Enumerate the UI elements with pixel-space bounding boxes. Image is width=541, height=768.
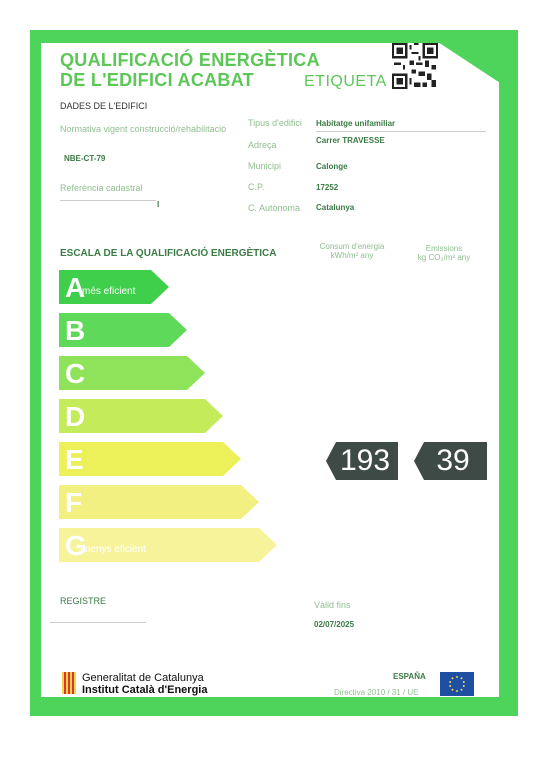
- emissions-label-line-2: kg CO₂/m² any: [417, 253, 471, 262]
- region-label: C. Autònoma: [248, 203, 301, 213]
- rating-bar-fill: [59, 485, 259, 519]
- title-line-2: DE L'EDIFICI ACABAT: [60, 70, 254, 90]
- rating-bar-c: [59, 356, 205, 390]
- rating-bar-e: [59, 442, 241, 476]
- cadastral-ref-line: [60, 200, 156, 201]
- municipality-value: Calonge: [316, 162, 348, 171]
- generalitat-logo-icon: [62, 672, 76, 694]
- rating-sublabel: més eficient: [82, 286, 136, 297]
- building-type-value: Habitatge unifamiliar: [316, 119, 396, 128]
- registry-line: [50, 622, 146, 623]
- rating-bar-f: [59, 485, 259, 519]
- rating-bar-fill: [59, 442, 241, 476]
- emissions-value: 39: [436, 444, 470, 477]
- municipality-label: Municipi: [248, 161, 282, 171]
- rating-bar-shape: [59, 485, 259, 519]
- building-type-label: Tipus d'edifici: [248, 118, 302, 128]
- institute-name: Institut Català d'Energia: [82, 684, 208, 696]
- etiqueta-label: ETIQUETA: [304, 73, 387, 90]
- cadastral-ref-value: I: [157, 200, 160, 209]
- rating-letter: C: [65, 358, 86, 389]
- normativa-label: Normativa vigent construcció/rehabilitació: [60, 124, 227, 134]
- address-label: Adreça: [248, 140, 277, 150]
- region-value: Catalunya: [316, 203, 355, 212]
- consumption-value: 193: [339, 444, 391, 477]
- rating-bar-d: [59, 399, 223, 433]
- consumption-label-line-2: kWh/m² any: [330, 251, 374, 260]
- scale-title: ESCALA DE LA QUALIFICACIÓ ENERGÈTICA: [60, 248, 277, 259]
- generalitat-name: Generalitat de Catalunya: [82, 672, 204, 684]
- postal-code-label: C.P.: [248, 182, 265, 192]
- building-type-line: [316, 131, 486, 132]
- rating-letter: E: [65, 444, 84, 475]
- consumption-label-line-1: Consum d'energia: [319, 242, 385, 251]
- rating-bar-a: [59, 270, 169, 304]
- valid-until-date: 02/07/2025: [314, 620, 355, 629]
- emissions-badge: [414, 442, 487, 480]
- consumption-badge: [326, 442, 398, 480]
- rating-letter: F: [65, 487, 83, 518]
- rating-bar-g: [59, 528, 277, 562]
- address-value: Carrer TRAVESSE: [316, 136, 385, 145]
- rating-sublabel: menys eficient: [82, 544, 146, 555]
- rating-letter: A: [65, 272, 86, 303]
- eu-flag-icon: [440, 672, 474, 696]
- rating-letter: G: [65, 530, 87, 561]
- rating-bar-b: [59, 313, 187, 347]
- consumption-label: [312, 242, 392, 260]
- normativa-value: NBE-CT-79: [64, 154, 106, 163]
- directive-label: Directiva 2010 / 31 / UE: [334, 688, 419, 697]
- building-data-heading: DADES DE L'EDIFICI: [60, 101, 148, 111]
- rating-bar-shape: [59, 442, 241, 476]
- cadastral-ref-label: Referència cadastral: [60, 183, 143, 193]
- country-label: ESPAÑA: [393, 672, 426, 681]
- emissions-label-line-1: Emissions: [425, 244, 463, 253]
- emissions-label: [404, 244, 484, 262]
- rating-letter: B: [65, 315, 86, 346]
- registry-label: REGISTRE: [60, 596, 107, 606]
- postal-code-value: 17252: [316, 183, 339, 192]
- rating-letter: D: [65, 401, 86, 432]
- title-line-1: QUALIFICACIÓ ENERGÈTICA: [60, 50, 320, 70]
- qr-code-icon: [392, 43, 438, 89]
- valid-until-label: Vàlid fins: [314, 600, 351, 610]
